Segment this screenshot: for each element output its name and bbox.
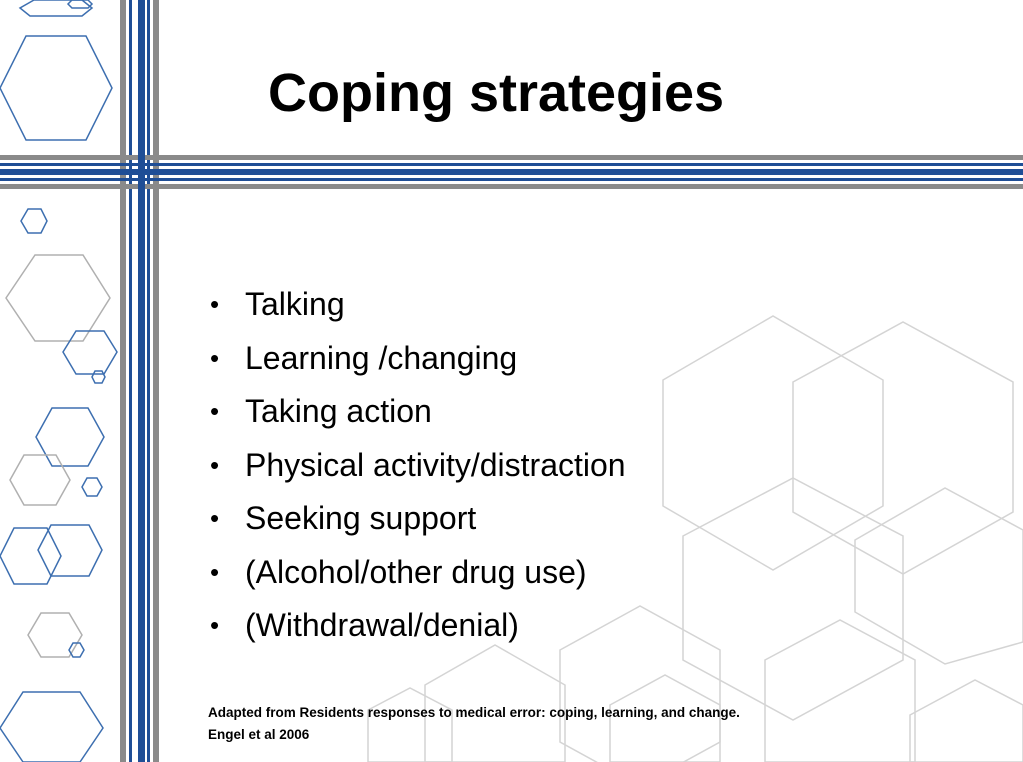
list-item	[210, 439, 626, 493]
bullet-icon: •	[210, 289, 220, 319]
stripe-intersection	[138, 155, 145, 189]
citation-line-2: Engel et al 2006	[208, 727, 310, 742]
bullet-icon: •	[210, 449, 220, 480]
bullet-list	[210, 278, 626, 653]
bullet-text: Physical activity/distraction	[245, 446, 626, 483]
list-item	[210, 546, 626, 600]
bullet-text: (Alcohol/other drug use)	[245, 553, 587, 590]
list-item	[210, 492, 626, 546]
list-item	[210, 599, 626, 653]
left-hexagon-pattern	[0, 0, 117, 762]
bullet-text: Seeking support	[245, 500, 477, 536]
bullet-icon: •	[210, 610, 220, 640]
slide-title: Coping strategies	[268, 63, 725, 123]
list-item	[210, 332, 626, 386]
bullet-icon: •	[210, 556, 220, 587]
bullet-text: (Withdrawal/denial)	[245, 607, 519, 643]
list-item	[210, 278, 626, 332]
bullet-text: Talking	[245, 286, 345, 322]
list-item	[210, 385, 626, 439]
bullet-icon: •	[210, 396, 220, 426]
vertical-stripes	[120, 0, 159, 762]
bullet-icon: •	[210, 503, 220, 533]
bullet-icon: •	[210, 342, 220, 373]
citation-line-1: Adapted from Residents responses to medical error: coping, learning, and change.	[208, 705, 740, 720]
bullet-text: Taking action	[245, 393, 432, 429]
bullet-text: Learning /changing	[245, 339, 518, 376]
